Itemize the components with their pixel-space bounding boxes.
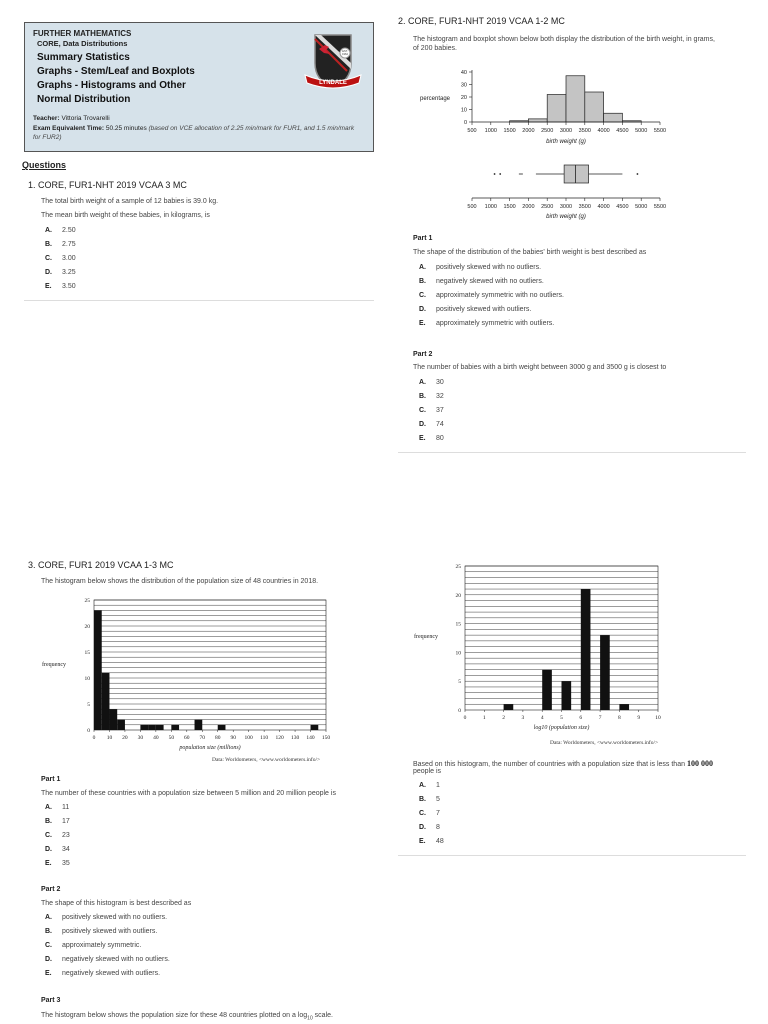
log-option-b[interactable]: B. 5	[419, 796, 440, 803]
x-tick-label: 2500	[541, 204, 554, 210]
q3-right-divider	[398, 855, 746, 856]
q1-line-1: The total birth weight of a sample of 12 babies is 39.0 kg.	[41, 198, 219, 205]
questions-heading: Questions	[22, 160, 67, 170]
x-tick-label: 70	[199, 735, 206, 741]
x-tick-label: 60	[184, 735, 190, 741]
histogram-bar	[547, 95, 566, 123]
plot-frame	[94, 600, 326, 730]
x-tick-label: 120	[275, 735, 284, 741]
x-tick-label: 50	[168, 735, 175, 741]
histogram-bar	[195, 720, 203, 730]
log-stem-line-2: people is	[413, 768, 442, 775]
q3-heading: 3. CORE, FUR1 2019 VCAA 1-3 MC	[28, 560, 174, 570]
x-tick-label: 8	[618, 715, 621, 721]
population-histogram	[38, 592, 348, 752]
time-value: 50.25 minutes	[105, 125, 147, 132]
x-tick-label: 500	[467, 128, 477, 134]
y-tick-label: 20	[460, 95, 467, 101]
svg-text:1964: 1964	[342, 53, 348, 56]
y-tick-label: 20	[455, 592, 461, 599]
q3-part1-label: Part 1	[41, 776, 61, 783]
q3-part1-stem: The number of these countries with a population size between 5 million and 20 million people is	[41, 790, 336, 797]
q3-part2-stem: The shape of this histogram is best described as	[41, 900, 192, 907]
q2-part2-option-c[interactable]: C. 37	[419, 407, 444, 414]
q2-intro-1: The histogram and boxplot shown below both display the distribution of the birth weight, in grams,	[413, 36, 715, 43]
x-tick-label: 5500	[653, 128, 667, 134]
time-note-1: (based on VCE allocation of 2.25 min/mark for FUR1, and 1.5 min/mark	[148, 125, 355, 132]
x-tick-label: 6	[579, 715, 583, 721]
title-line-4: Normal Distribution	[37, 94, 131, 105]
log-option-c[interactable]: C. 7	[419, 810, 440, 817]
q3-part3-stem: The histogram below shows the population size for these 48 countries plotted on a $\log_{10}$ scale.	[41, 1012, 333, 1022]
outlier-point	[494, 173, 496, 175]
histogram-bar	[109, 709, 117, 730]
x-tick-label: 0	[463, 715, 467, 721]
x-tick-label: 1500	[503, 204, 516, 210]
histogram-bar	[566, 76, 585, 122]
q2-part2-option-e[interactable]: E. 80	[419, 435, 444, 442]
x-tick-label: 3	[521, 715, 525, 721]
x-tick-label: 1000	[484, 128, 497, 134]
x-tick-label: 5000	[635, 204, 648, 210]
x-tick-label: 110	[260, 735, 269, 741]
histogram-bar	[600, 635, 610, 710]
header-box	[24, 22, 374, 152]
birth-weight-histogram	[410, 64, 670, 150]
y-tick-label: 10	[455, 650, 461, 657]
y-axis-label: percentage	[419, 96, 451, 102]
q3-part2-option-e[interactable]: E. negatively skewed with outliers.	[45, 970, 161, 977]
histogram-bar	[562, 681, 572, 710]
outlier-point	[499, 173, 501, 175]
q3-part2-option-a[interactable]: A. positively skewed with no outliers.	[45, 914, 168, 921]
subject-label: FURTHER MATHEMATICS	[33, 29, 132, 38]
teacher-label: Teacher:	[33, 115, 60, 122]
birth-weight-boxplot	[410, 160, 670, 224]
x-tick-label: 4000	[597, 204, 610, 210]
histogram-bar	[542, 670, 552, 710]
q2-part1-option-b[interactable]: B. negatively skewed with no outliers.	[419, 278, 544, 285]
school-crest-logo	[297, 29, 369, 93]
time-line	[33, 125, 368, 132]
q2-part1-option-d[interactable]: D. positively skewed with outliers.	[419, 306, 532, 313]
x-tick-label: 4	[540, 715, 544, 721]
log-source: Data: Worldometers, <www.worldometers.info/>	[550, 740, 659, 746]
y-tick-label: 25	[455, 564, 461, 570]
q3-part2-option-b[interactable]: B. positively skewed with outliers.	[45, 928, 158, 935]
q2-part2-option-d[interactable]: D. 74	[419, 421, 444, 428]
q3-part1-option-c[interactable]: C. 23	[45, 832, 70, 839]
log-option-e[interactable]: E. 48	[419, 838, 444, 845]
q1-option-c[interactable]: C. 3.00	[45, 255, 76, 262]
x-axis-label: population size (millions)	[179, 745, 241, 751]
x-tick-label: 130	[290, 735, 300, 741]
q3-intro: The histogram below shows the distribution of the population size of 48 countries in 2018.	[41, 578, 319, 585]
q2-part2-option-a[interactable]: A. 30	[419, 379, 444, 386]
q3-part1-option-a[interactable]: A. 11	[45, 804, 70, 811]
q1-line-2: The mean birth weight of these babies, in kilograms, is	[41, 212, 210, 219]
y-tick-label: 40	[460, 70, 467, 76]
histogram-bar	[171, 725, 179, 730]
q2-part1-option-c[interactable]: C. approximately symmetric with no outliers.	[419, 292, 564, 299]
x-tick-label: 1000	[484, 204, 497, 210]
q2-part2-option-b[interactable]: B. 32	[419, 393, 444, 400]
x-tick-label: 140	[306, 735, 315, 741]
x-tick-label: 20	[122, 735, 128, 741]
x-axis-label: birth weight (g)	[546, 139, 586, 145]
teacher-line	[33, 115, 110, 122]
x-tick-label: 150	[321, 735, 331, 741]
q3-part2-option-d[interactable]: D. negatively skewed with no outliers.	[45, 956, 170, 963]
x-tick-label: 3000	[559, 128, 573, 134]
x-tick-label: 3000	[559, 204, 573, 210]
q2-part2-stem: The number of babies with a birth weight between 3000 g and 3500 g is closest to	[413, 364, 667, 371]
x-tick-label: 10	[655, 715, 661, 721]
x-tick-label: 5	[560, 715, 563, 721]
x-tick-label: 2500	[541, 128, 554, 134]
y-tick-label: 0	[87, 728, 90, 734]
q1-heading: 1. CORE, FUR1-NHT 2019 VCAA 3 MC	[28, 180, 187, 190]
histogram-bar	[140, 725, 148, 730]
teacher-name: Vittoria Trovarelli	[61, 115, 110, 122]
y-tick-label: 10	[84, 676, 90, 682]
q2-part2-label: Part 2	[413, 351, 433, 358]
y-tick-label: 15	[84, 650, 90, 656]
x-tick-label: 3500	[578, 128, 591, 134]
logo-text: LYNDALE	[319, 80, 347, 86]
histogram-bar	[148, 725, 156, 730]
outlier-point	[637, 173, 639, 175]
histogram-bar	[581, 589, 591, 710]
y-tick-label: 20	[84, 624, 90, 630]
q3-part1-option-b[interactable]: B. 17	[45, 818, 70, 825]
x-tick-label: 30	[137, 735, 144, 741]
y-tick-label: 30	[460, 82, 467, 89]
q1-divider	[24, 300, 374, 301]
q1-option-e[interactable]: E. 3.50	[45, 283, 76, 290]
x-tick-label: 40	[153, 735, 159, 741]
y-tick-label: 10	[460, 107, 467, 114]
topic-label: CORE, Data Distributions	[37, 39, 128, 48]
x-tick-label: 7	[598, 715, 602, 721]
svg-text:EST.: EST.	[342, 50, 348, 53]
y-axis-label: frequency	[42, 662, 66, 668]
histogram-bar	[94, 610, 102, 730]
x-tick-label: 2000	[522, 128, 535, 134]
histogram-bar	[102, 673, 110, 730]
q3-part3-label: Part 3	[41, 997, 61, 1004]
x-axis-label: log10 (population size)	[533, 725, 590, 731]
histogram-bar	[156, 725, 164, 730]
x-tick-label: 80	[214, 735, 221, 741]
title-line-3: Graphs - Histograms and Other	[37, 80, 186, 91]
y-axis-label: frequency	[414, 634, 438, 640]
x-tick-label: 3500	[578, 204, 591, 210]
q2-part1-option-a[interactable]: A. positively skewed with no outliers.	[419, 264, 542, 271]
time-note-line	[33, 134, 62, 141]
x-tick-label: 90	[230, 735, 236, 741]
x-tick-label: 2000	[522, 204, 535, 210]
y-tick-label: 15	[455, 621, 461, 628]
log-option-d[interactable]: D. 8	[419, 824, 440, 831]
q2-intro-2: of 200 babies.	[413, 45, 457, 52]
log-option-a[interactable]: A. 1	[419, 782, 440, 789]
histogram-bar	[311, 725, 319, 730]
box	[564, 165, 588, 183]
q3-part2-option-c[interactable]: C. approximately symmetric.	[45, 942, 142, 949]
q2-part1-stem: The shape of the distribution of the babies' birth weight is best described as	[413, 249, 647, 256]
q1-option-b[interactable]: B. 2.75	[45, 241, 76, 248]
histogram-bar	[619, 704, 629, 710]
log-population-histogram	[410, 558, 675, 738]
x-tick-label: 2	[502, 715, 505, 721]
q2-part1-option-e[interactable]: E. approximately symmetric with outliers.	[419, 320, 555, 327]
q2-part1-label: Part 1	[413, 235, 433, 242]
histogram-bar	[117, 720, 125, 730]
y-tick-label: 5	[87, 702, 90, 708]
x-tick-label: 5500	[653, 204, 667, 210]
x-tick-label: 1	[482, 715, 486, 721]
y-tick-label: 5	[458, 679, 461, 686]
x-tick-label: 0	[92, 735, 96, 741]
y-tick-label: 0	[458, 708, 461, 714]
x-axis-label: birth weight (g)	[546, 214, 586, 220]
q1-option-d[interactable]: D. 3.25	[45, 269, 76, 276]
x-tick-label: 5000	[635, 128, 648, 134]
time-label: Exam Equivalent Time:	[33, 125, 105, 132]
histogram-bar	[218, 725, 226, 730]
histogram-bar	[504, 704, 514, 710]
q3-part1-option-d[interactable]: D. 34	[45, 846, 70, 853]
x-tick-label: 500	[467, 204, 477, 210]
x-tick-label: 9	[637, 715, 641, 721]
x-tick-label: 4500	[616, 128, 629, 134]
y-tick-label: 25	[84, 598, 90, 604]
x-tick-label: 1500	[503, 128, 516, 134]
x-tick-label: 4000	[597, 128, 610, 134]
q3-source: Data: Worldometers, <www.worldometers.info/>	[212, 757, 321, 763]
q2-divider	[398, 452, 746, 453]
q3-part2-label: Part 2	[41, 886, 61, 893]
x-tick-label: 10	[106, 735, 113, 741]
y-tick-label: 0	[463, 120, 467, 126]
x-tick-label: 4500	[616, 204, 629, 210]
histogram-bar	[604, 113, 623, 122]
q1-option-a[interactable]: A. 2.50	[45, 227, 76, 234]
x-tick-label: 100	[244, 735, 253, 741]
q3-part1-option-e[interactable]: E. 35	[45, 860, 70, 867]
title-line-1: Summary Statistics	[37, 52, 130, 63]
histogram-bar	[585, 92, 604, 122]
histogram-bar	[528, 119, 547, 122]
time-note-2: for FUR2)	[33, 134, 62, 141]
title-line-2: Graphs - Stem/Leaf and Boxplots	[37, 66, 195, 77]
q2-heading: 2. CORE, FUR1-NHT 2019 VCAA 1-2 MC	[398, 16, 565, 26]
log-stem-line-1: Based on this histogram, the number of countries with a population size that is less than 100 000	[413, 759, 713, 768]
